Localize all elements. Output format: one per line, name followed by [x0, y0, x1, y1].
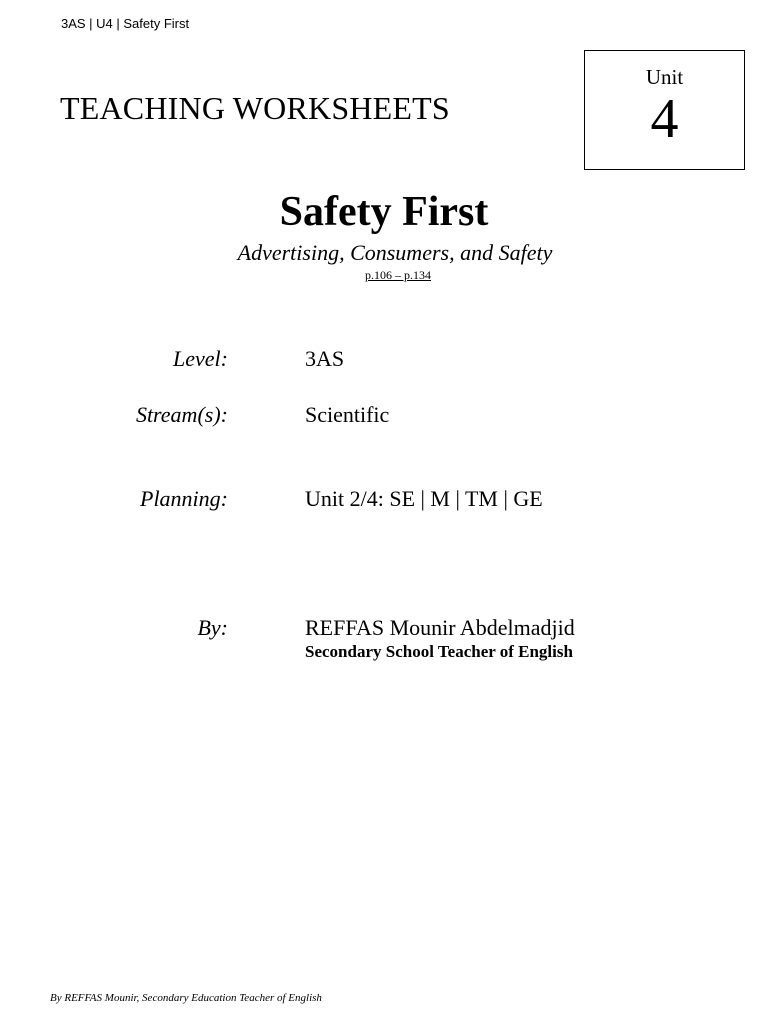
page-footer: By REFFAS Mounir, Secondary Education Teacher of English [50, 992, 322, 1004]
level-value: 3AS [305, 346, 345, 371]
stream-label: Stream(s): [135, 402, 228, 427]
unit-label: Unit [645, 65, 684, 89]
stream-value: Scientific [305, 402, 390, 427]
page-range: p.106 – p.134 [365, 268, 431, 282]
author-name: REFFAS Mounir Abdelmadjid [305, 615, 575, 640]
planning-value: Unit 2/4: SE | M | TM | GE [305, 486, 543, 511]
planning-label: Planning: [140, 486, 228, 511]
unit-number: 4 [650, 88, 679, 150]
document-title: TEACHING WORKSHEETS [60, 90, 450, 126]
level-label: Level: [173, 346, 228, 371]
unit-box [584, 50, 745, 170]
page-title: Safety First [279, 189, 489, 235]
page-subtitle: Advertising, Consumers, and Safety [237, 240, 553, 265]
author-label: By: [197, 615, 228, 640]
running-header: 3AS | U4 | Safety First [61, 16, 190, 31]
author-role: Secondary School Teacher of English [305, 642, 573, 661]
